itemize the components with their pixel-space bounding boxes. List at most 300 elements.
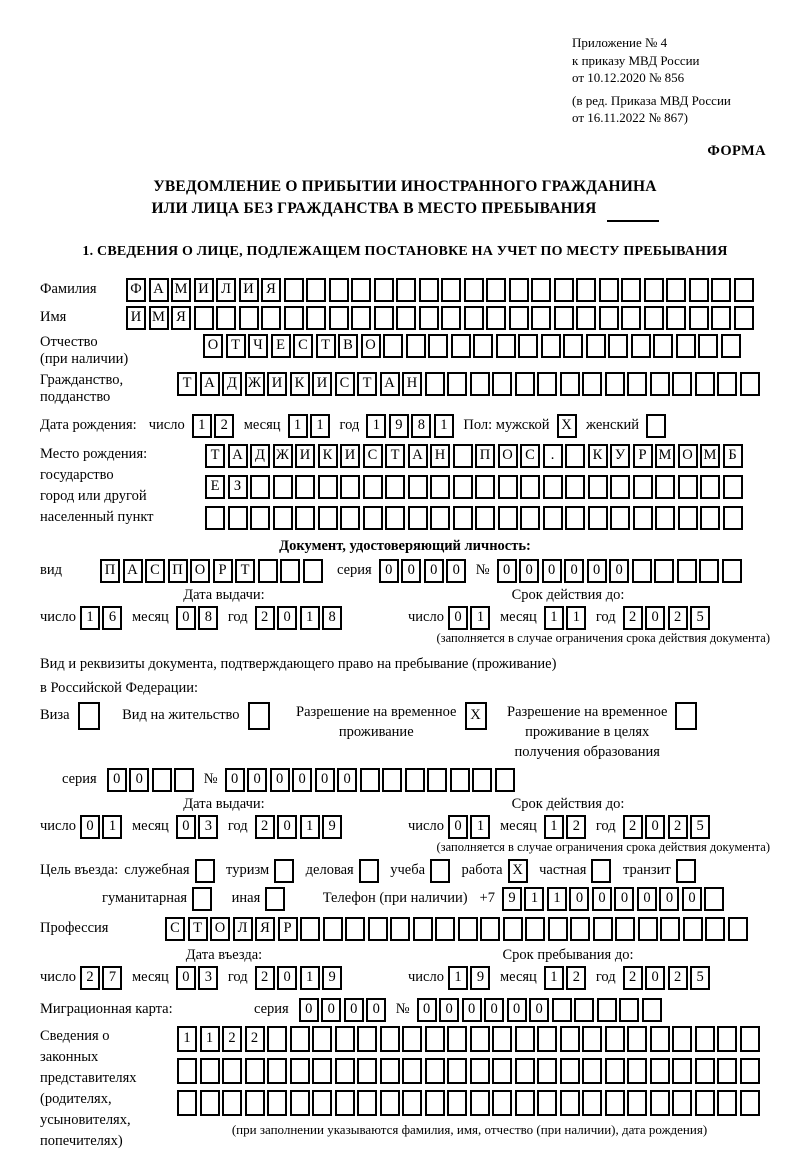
- char-cell[interactable]: [723, 475, 743, 499]
- char-cell[interactable]: [425, 1090, 445, 1116]
- char-cell[interactable]: [627, 372, 647, 396]
- char-cell[interactable]: [441, 278, 461, 302]
- char-cell[interactable]: Т: [316, 334, 336, 358]
- char-cell[interactable]: [695, 1026, 715, 1052]
- char-cell[interactable]: [258, 559, 278, 583]
- char-cell[interactable]: Д: [250, 444, 270, 468]
- char-cell[interactable]: [351, 278, 371, 302]
- char-cell[interactable]: Ф: [126, 278, 146, 302]
- char-cell[interactable]: [537, 1058, 557, 1084]
- char-cell[interactable]: [740, 1026, 760, 1052]
- char-cell[interactable]: X: [557, 414, 577, 438]
- char-cell[interactable]: О: [210, 917, 230, 941]
- char-cell[interactable]: 0: [247, 768, 267, 792]
- char-cell[interactable]: Т: [235, 559, 255, 583]
- char-cell[interactable]: 1: [544, 966, 564, 990]
- char-cell[interactable]: 9: [322, 966, 342, 990]
- char-cell[interactable]: [402, 1058, 422, 1084]
- char-cell[interactable]: А: [200, 372, 220, 396]
- char-cell[interactable]: 3: [198, 815, 218, 839]
- char-cell[interactable]: 0: [529, 998, 549, 1022]
- char-cell[interactable]: [475, 506, 495, 530]
- char-cell[interactable]: [273, 475, 293, 499]
- char-cell[interactable]: 0: [299, 998, 319, 1022]
- char-cell[interactable]: [683, 917, 703, 941]
- char-cell[interactable]: 1: [566, 606, 586, 630]
- char-cell[interactable]: [704, 887, 724, 911]
- char-cell[interactable]: [261, 306, 281, 330]
- char-cell[interactable]: К: [588, 444, 608, 468]
- purpose-humanitarian-checkbox[interactable]: [192, 887, 215, 911]
- char-cell[interactable]: [408, 506, 428, 530]
- char-cell[interactable]: [627, 1090, 647, 1116]
- residence-series-input[interactable]: [107, 768, 197, 792]
- char-cell[interactable]: 2: [668, 966, 688, 990]
- char-cell[interactable]: 0: [176, 606, 196, 630]
- char-cell[interactable]: [329, 278, 349, 302]
- residence-issue-day-input[interactable]: [80, 815, 125, 839]
- char-cell[interactable]: [615, 917, 635, 941]
- char-cell[interactable]: 1: [102, 815, 122, 839]
- char-cell[interactable]: [689, 278, 709, 302]
- char-cell[interactable]: [496, 334, 516, 358]
- char-cell[interactable]: [560, 372, 580, 396]
- char-cell[interactable]: [250, 506, 270, 530]
- char-cell[interactable]: С: [165, 917, 185, 941]
- char-cell[interactable]: [453, 475, 473, 499]
- valid-month-input[interactable]: [544, 606, 589, 630]
- char-cell[interactable]: [717, 1058, 737, 1084]
- char-cell[interactable]: [689, 306, 709, 330]
- doc-series-input[interactable]: [379, 559, 469, 583]
- stay-day-input[interactable]: [448, 966, 493, 990]
- char-cell[interactable]: [300, 917, 320, 941]
- char-cell[interactable]: [405, 768, 425, 792]
- char-cell[interactable]: 0: [321, 998, 341, 1022]
- char-cell[interactable]: 1: [524, 887, 544, 911]
- char-cell[interactable]: [290, 1058, 310, 1084]
- char-cell[interactable]: [740, 1058, 760, 1084]
- char-cell[interactable]: 5: [690, 606, 710, 630]
- char-cell[interactable]: [605, 1026, 625, 1052]
- entry-month-input[interactable]: [176, 966, 221, 990]
- char-cell[interactable]: 2: [566, 966, 586, 990]
- char-cell[interactable]: [721, 334, 741, 358]
- char-cell[interactable]: 0: [659, 887, 679, 911]
- char-cell[interactable]: X: [508, 859, 528, 883]
- char-cell[interactable]: [509, 306, 529, 330]
- stay-year-input[interactable]: [623, 966, 713, 990]
- char-cell[interactable]: Л: [216, 278, 236, 302]
- char-cell[interactable]: [653, 334, 673, 358]
- char-cell[interactable]: [290, 1026, 310, 1052]
- char-cell[interactable]: [430, 859, 450, 883]
- char-cell[interactable]: [633, 475, 653, 499]
- char-cell[interactable]: [222, 1058, 242, 1084]
- char-cell[interactable]: [515, 1090, 535, 1116]
- char-cell[interactable]: [695, 372, 715, 396]
- char-cell[interactable]: 1: [434, 414, 454, 438]
- char-cell[interactable]: [627, 1026, 647, 1052]
- char-cell[interactable]: [734, 306, 754, 330]
- char-cell[interactable]: .: [543, 444, 563, 468]
- char-cell[interactable]: [723, 506, 743, 530]
- char-cell[interactable]: [318, 506, 338, 530]
- char-cell[interactable]: [200, 1090, 220, 1116]
- char-cell[interactable]: 2: [668, 606, 688, 630]
- purpose-tourism-checkbox[interactable]: [274, 859, 297, 883]
- char-cell[interactable]: [576, 306, 596, 330]
- char-cell[interactable]: [588, 475, 608, 499]
- char-cell[interactable]: 9: [470, 966, 490, 990]
- char-cell[interactable]: Т: [385, 444, 405, 468]
- char-cell[interactable]: 0: [176, 815, 196, 839]
- char-cell[interactable]: [447, 1058, 467, 1084]
- char-cell[interactable]: 0: [569, 887, 589, 911]
- char-cell[interactable]: [413, 917, 433, 941]
- char-cell[interactable]: [520, 506, 540, 530]
- char-cell[interactable]: А: [380, 372, 400, 396]
- char-cell[interactable]: Е: [271, 334, 291, 358]
- char-cell[interactable]: [419, 278, 439, 302]
- char-cell[interactable]: 0: [645, 606, 665, 630]
- char-cell[interactable]: [470, 1058, 490, 1084]
- char-cell[interactable]: 6: [102, 606, 122, 630]
- char-cell[interactable]: [700, 506, 720, 530]
- char-cell[interactable]: [368, 917, 388, 941]
- char-cell[interactable]: [357, 1058, 377, 1084]
- char-cell[interactable]: [357, 1026, 377, 1052]
- char-cell[interactable]: 0: [462, 998, 482, 1022]
- char-cell[interactable]: [464, 278, 484, 302]
- char-cell[interactable]: [619, 998, 639, 1022]
- char-cell[interactable]: [695, 1058, 715, 1084]
- purpose-study-checkbox[interactable]: [430, 859, 453, 883]
- char-cell[interactable]: [631, 334, 651, 358]
- char-cell[interactable]: Е: [205, 475, 225, 499]
- char-cell[interactable]: [548, 917, 568, 941]
- char-cell[interactable]: И: [340, 444, 360, 468]
- char-cell[interactable]: [699, 559, 719, 583]
- char-cell[interactable]: [515, 1058, 535, 1084]
- char-cell[interactable]: [200, 1058, 220, 1084]
- char-cell[interactable]: 0: [448, 606, 468, 630]
- char-cell[interactable]: [677, 559, 697, 583]
- char-cell[interactable]: [177, 1090, 197, 1116]
- char-cell[interactable]: Р: [213, 559, 233, 583]
- char-cell[interactable]: [560, 1058, 580, 1084]
- birth-month-input[interactable]: [288, 414, 333, 438]
- char-cell[interactable]: [654, 559, 674, 583]
- char-cell[interactable]: 0: [519, 559, 539, 583]
- char-cell[interactable]: [329, 306, 349, 330]
- sex-male-checkbox[interactable]: [557, 414, 580, 438]
- char-cell[interactable]: О: [498, 444, 518, 468]
- char-cell[interactable]: 1: [544, 606, 564, 630]
- char-cell[interactable]: 0: [424, 559, 444, 583]
- char-cell[interactable]: [486, 306, 506, 330]
- char-cell[interactable]: Л: [233, 917, 253, 941]
- char-cell[interactable]: 2: [668, 815, 688, 839]
- char-cell[interactable]: [441, 306, 461, 330]
- char-cell[interactable]: 0: [637, 887, 657, 911]
- char-cell[interactable]: [711, 278, 731, 302]
- char-cell[interactable]: 9: [502, 887, 522, 911]
- purpose-transit-checkbox[interactable]: [676, 859, 699, 883]
- char-cell[interactable]: Н: [430, 444, 450, 468]
- char-cell[interactable]: Я: [255, 917, 275, 941]
- char-cell[interactable]: [560, 1090, 580, 1116]
- char-cell[interactable]: [633, 506, 653, 530]
- char-cell[interactable]: [359, 859, 379, 883]
- char-cell[interactable]: [492, 1058, 512, 1084]
- char-cell[interactable]: [340, 475, 360, 499]
- char-cell[interactable]: [306, 278, 326, 302]
- char-cell[interactable]: [374, 278, 394, 302]
- char-cell[interactable]: [216, 306, 236, 330]
- char-cell[interactable]: [78, 702, 100, 730]
- char-cell[interactable]: 0: [564, 559, 584, 583]
- valid-year-input[interactable]: [623, 606, 713, 630]
- entry-year-input[interactable]: [255, 966, 345, 990]
- char-cell[interactable]: 0: [587, 559, 607, 583]
- char-cell[interactable]: 1: [448, 966, 468, 990]
- char-cell[interactable]: А: [228, 444, 248, 468]
- char-cell[interactable]: 5: [690, 815, 710, 839]
- char-cell[interactable]: Б: [723, 444, 743, 468]
- char-cell[interactable]: [458, 917, 478, 941]
- char-cell[interactable]: [318, 475, 338, 499]
- char-cell[interactable]: [425, 1058, 445, 1084]
- residence-number-input[interactable]: [225, 768, 518, 792]
- char-cell[interactable]: [363, 475, 383, 499]
- char-cell[interactable]: [470, 1026, 490, 1052]
- char-cell[interactable]: [290, 1090, 310, 1116]
- char-cell[interactable]: [480, 917, 500, 941]
- char-cell[interactable]: [447, 372, 467, 396]
- char-cell[interactable]: [678, 506, 698, 530]
- char-cell[interactable]: 0: [292, 768, 312, 792]
- birth-place-row3-input[interactable]: [205, 506, 745, 530]
- char-cell[interactable]: [295, 475, 315, 499]
- char-cell[interactable]: 1: [288, 414, 308, 438]
- residence-valid-year-input[interactable]: [623, 815, 713, 839]
- char-cell[interactable]: 2: [222, 1026, 242, 1052]
- char-cell[interactable]: [515, 372, 535, 396]
- profession-input[interactable]: [165, 917, 750, 941]
- char-cell[interactable]: [380, 1026, 400, 1052]
- char-cell[interactable]: [621, 306, 641, 330]
- char-cell[interactable]: [430, 475, 450, 499]
- char-cell[interactable]: [543, 475, 563, 499]
- char-cell[interactable]: 0: [448, 815, 468, 839]
- char-cell[interactable]: 0: [446, 559, 466, 583]
- char-cell[interactable]: [650, 1090, 670, 1116]
- char-cell[interactable]: [560, 1026, 580, 1052]
- char-cell[interactable]: [498, 506, 518, 530]
- char-cell[interactable]: [734, 278, 754, 302]
- char-cell[interactable]: Я: [171, 306, 191, 330]
- char-cell[interactable]: [222, 1090, 242, 1116]
- char-cell[interactable]: 1: [300, 815, 320, 839]
- char-cell[interactable]: Ж: [273, 444, 293, 468]
- temp-residence-checkbox[interactable]: [465, 702, 490, 730]
- char-cell[interactable]: [740, 1090, 760, 1116]
- char-cell[interactable]: X: [465, 702, 487, 730]
- char-cell[interactable]: [642, 998, 662, 1022]
- char-cell[interactable]: 1: [200, 1026, 220, 1052]
- char-cell[interactable]: [518, 334, 538, 358]
- birth-place-row1-input[interactable]: [205, 444, 745, 468]
- residence-issue-year-input[interactable]: [255, 815, 345, 839]
- char-cell[interactable]: [425, 372, 445, 396]
- char-cell[interactable]: 1: [192, 414, 212, 438]
- char-cell[interactable]: Т: [177, 372, 197, 396]
- char-cell[interactable]: [675, 702, 697, 730]
- char-cell[interactable]: 1: [300, 606, 320, 630]
- char-cell[interactable]: [531, 278, 551, 302]
- char-cell[interactable]: 1: [300, 966, 320, 990]
- char-cell[interactable]: [563, 334, 583, 358]
- char-cell[interactable]: [248, 702, 270, 730]
- char-cell[interactable]: 0: [542, 559, 562, 583]
- char-cell[interactable]: И: [312, 372, 332, 396]
- char-cell[interactable]: [672, 1026, 692, 1052]
- char-cell[interactable]: 1: [177, 1026, 197, 1052]
- char-cell[interactable]: [740, 372, 760, 396]
- char-cell[interactable]: [250, 475, 270, 499]
- migration-series-input[interactable]: [299, 998, 389, 1022]
- representatives-row2-input[interactable]: [177, 1058, 762, 1084]
- char-cell[interactable]: [574, 998, 594, 1022]
- char-cell[interactable]: [174, 768, 194, 792]
- char-cell[interactable]: [605, 1058, 625, 1084]
- char-cell[interactable]: 0: [507, 998, 527, 1022]
- char-cell[interactable]: 1: [470, 606, 490, 630]
- char-cell[interactable]: [672, 372, 692, 396]
- char-cell[interactable]: П: [100, 559, 120, 583]
- issue-month-input[interactable]: [176, 606, 221, 630]
- char-cell[interactable]: [363, 506, 383, 530]
- char-cell[interactable]: [660, 917, 680, 941]
- char-cell[interactable]: 2: [245, 1026, 265, 1052]
- issue-year-input[interactable]: [255, 606, 345, 630]
- char-cell[interactable]: О: [361, 334, 381, 358]
- char-cell[interactable]: [245, 1090, 265, 1116]
- char-cell[interactable]: [284, 306, 304, 330]
- char-cell[interactable]: [650, 1026, 670, 1052]
- birth-place-row2-input[interactable]: [205, 475, 745, 499]
- char-cell[interactable]: [451, 334, 471, 358]
- char-cell[interactable]: 0: [270, 768, 290, 792]
- char-cell[interactable]: [495, 768, 515, 792]
- char-cell[interactable]: Т: [226, 334, 246, 358]
- char-cell[interactable]: [537, 1090, 557, 1116]
- residence-issue-month-input[interactable]: [176, 815, 221, 839]
- char-cell[interactable]: М: [149, 306, 169, 330]
- char-cell[interactable]: 0: [80, 815, 100, 839]
- char-cell[interactable]: [695, 1090, 715, 1116]
- char-cell[interactable]: [705, 917, 725, 941]
- char-cell[interactable]: [666, 278, 686, 302]
- char-cell[interactable]: [711, 306, 731, 330]
- patronymic-input[interactable]: [203, 334, 743, 358]
- char-cell[interactable]: [390, 917, 410, 941]
- char-cell[interactable]: [470, 1090, 490, 1116]
- char-cell[interactable]: [676, 859, 696, 883]
- char-cell[interactable]: [205, 506, 225, 530]
- char-cell[interactable]: [565, 444, 585, 468]
- valid-day-input[interactable]: [448, 606, 493, 630]
- char-cell[interactable]: [447, 1026, 467, 1052]
- char-cell[interactable]: 0: [645, 966, 665, 990]
- char-cell[interactable]: 0: [401, 559, 421, 583]
- char-cell[interactable]: 0: [107, 768, 127, 792]
- char-cell[interactable]: 2: [623, 815, 643, 839]
- char-cell[interactable]: [239, 306, 259, 330]
- char-cell[interactable]: 2: [255, 815, 275, 839]
- char-cell[interactable]: 0: [417, 998, 437, 1022]
- char-cell[interactable]: 8: [198, 606, 218, 630]
- issue-day-input[interactable]: [80, 606, 125, 630]
- char-cell[interactable]: 0: [277, 606, 297, 630]
- char-cell[interactable]: 2: [255, 966, 275, 990]
- char-cell[interactable]: [473, 334, 493, 358]
- char-cell[interactable]: [492, 372, 512, 396]
- doc-kind-input[interactable]: [100, 559, 325, 583]
- char-cell[interactable]: С: [145, 559, 165, 583]
- char-cell[interactable]: [541, 334, 561, 358]
- char-cell[interactable]: [475, 475, 495, 499]
- char-cell[interactable]: З: [228, 475, 248, 499]
- char-cell[interactable]: [177, 1058, 197, 1084]
- purpose-private-checkbox[interactable]: [591, 859, 614, 883]
- char-cell[interactable]: [565, 506, 585, 530]
- char-cell[interactable]: [427, 768, 447, 792]
- char-cell[interactable]: [582, 1058, 602, 1084]
- char-cell[interactable]: [312, 1026, 332, 1052]
- char-cell[interactable]: 0: [439, 998, 459, 1022]
- char-cell[interactable]: [450, 768, 470, 792]
- char-cell[interactable]: 0: [609, 559, 629, 583]
- char-cell[interactable]: О: [678, 444, 698, 468]
- purpose-official-checkbox[interactable]: [195, 859, 218, 883]
- char-cell[interactable]: [406, 334, 426, 358]
- char-cell[interactable]: 0: [337, 768, 357, 792]
- char-cell[interactable]: [228, 506, 248, 530]
- char-cell[interactable]: [396, 278, 416, 302]
- char-cell[interactable]: 5: [690, 966, 710, 990]
- char-cell[interactable]: [650, 372, 670, 396]
- char-cell[interactable]: К: [290, 372, 310, 396]
- char-cell[interactable]: И: [194, 278, 214, 302]
- char-cell[interactable]: 2: [214, 414, 234, 438]
- char-cell[interactable]: М: [171, 278, 191, 302]
- char-cell[interactable]: [492, 1026, 512, 1052]
- char-cell[interactable]: [676, 334, 696, 358]
- char-cell[interactable]: [503, 917, 523, 941]
- citizenship-input[interactable]: [177, 372, 762, 396]
- doc-number-input[interactable]: [497, 559, 745, 583]
- char-cell[interactable]: [486, 278, 506, 302]
- char-cell[interactable]: 0: [592, 887, 612, 911]
- char-cell[interactable]: [357, 1090, 377, 1116]
- char-cell[interactable]: [267, 1090, 287, 1116]
- char-cell[interactable]: [284, 278, 304, 302]
- char-cell[interactable]: [351, 306, 371, 330]
- char-cell[interactable]: [638, 917, 658, 941]
- residence-permit-checkbox[interactable]: [248, 702, 273, 730]
